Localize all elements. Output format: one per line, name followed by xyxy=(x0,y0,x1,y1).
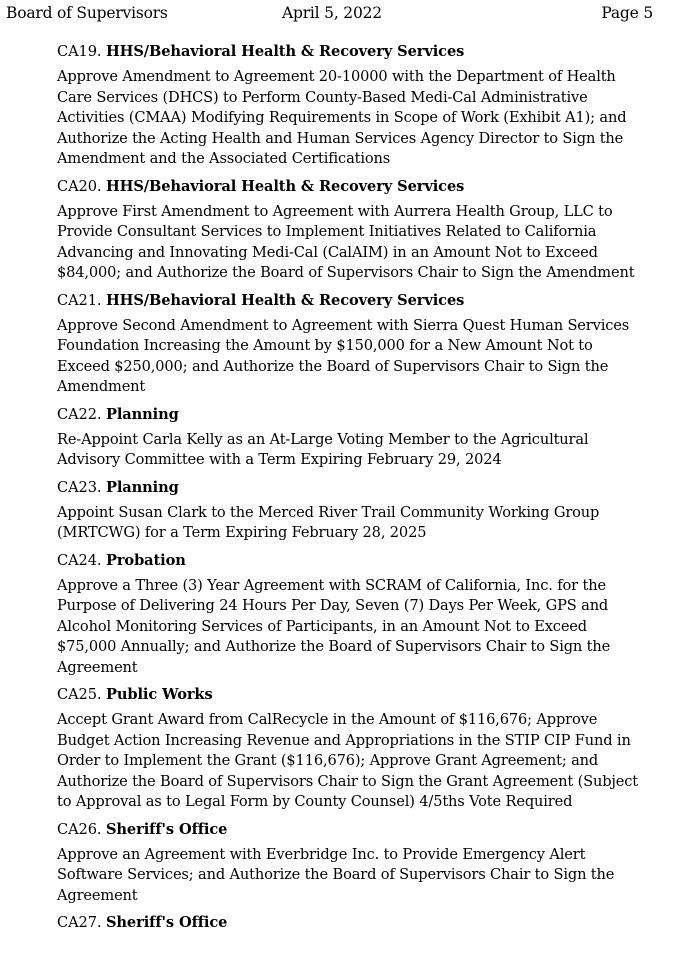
agenda-item-heading xyxy=(57,913,657,933)
agenda-item xyxy=(57,913,657,933)
agenda-item xyxy=(57,478,657,544)
description-line: Advisory Committee with a Term Expiring February 29, 2024 xyxy=(57,451,502,468)
agenda-item-heading xyxy=(57,177,657,197)
agenda-item-number: CA20. xyxy=(57,177,102,195)
description-line: Exceed $250,000; and Authorize the Board of Supervisors Chair to Sign the xyxy=(57,357,609,375)
agenda-item xyxy=(57,820,657,907)
agenda-item-number: CA22. xyxy=(57,405,102,423)
description-line: Care Services (DHCS) to Perform County-Based Medi-Cal Administrative xyxy=(57,88,588,106)
agenda-item xyxy=(57,177,657,284)
description-line: Accept Grant Award from CalRecycle in the Amount of $116,676; Approve xyxy=(57,711,598,728)
description-line: Approve Amendment to Agreement 20-10000 with the Department of Health xyxy=(57,68,616,85)
agenda-item-heading xyxy=(57,478,657,498)
description-line: Agreement xyxy=(57,658,138,676)
agenda-item-department: HHS/Behavioral Health & Recovery Services xyxy=(105,43,465,60)
agenda-item-number: CA25. xyxy=(57,686,102,703)
agenda-item-department: Planning xyxy=(105,478,179,496)
agenda-item-number: CA27. xyxy=(57,914,102,931)
agenda-item-department: Probation xyxy=(105,551,186,569)
description-line: Alcohol Monitoring Services of Participants, in an Amount Not to Exceed xyxy=(57,617,587,635)
agenda-item-department: Planning xyxy=(105,405,179,423)
consent-agenda-items xyxy=(57,42,657,940)
description-line: Approve an Agreement with Everbridge Inc. to Provide Emergency Alert xyxy=(57,845,586,863)
agenda-item xyxy=(57,685,657,813)
agenda-item-description xyxy=(57,67,657,170)
agenda-item-description xyxy=(57,316,657,398)
agenda-item-department: Sheriff's Office xyxy=(105,914,228,931)
description-line: (MRTCWG) for a Term Expiring February 28, 2025 xyxy=(57,524,427,541)
description-line: $75,000 Annually; and Authorize the Board of Supervisors Chair to Sign the xyxy=(57,638,611,655)
agenda-item-description xyxy=(57,503,657,544)
description-line: Authorize the Acting Health and Human Services Agency Director to Sign the xyxy=(57,129,624,147)
description-line: Foundation Increasing the Amount by $150,000 for a New Amount Not to xyxy=(57,337,593,354)
agenda-item-heading xyxy=(57,42,657,62)
agenda-item xyxy=(57,551,657,679)
agenda-item-number: CA19. xyxy=(57,43,102,60)
agenda-item-heading xyxy=(57,551,657,571)
agenda-item-heading xyxy=(57,405,657,425)
agenda-item-description xyxy=(57,576,657,679)
agenda-item-number: CA26. xyxy=(57,820,102,838)
agenda-item-department: Public Works xyxy=(105,686,213,703)
page-header xyxy=(0,4,680,26)
agenda-item-description xyxy=(57,710,657,813)
header-date: April 5, 2022 xyxy=(282,4,382,22)
agenda-item xyxy=(57,405,657,471)
description-line: Amendment and the Associated Certifications xyxy=(57,150,391,167)
description-line: Re-Appoint Carla Kelly as an At-Large Voting Member to the Agricultural xyxy=(57,430,589,448)
description-line: $84,000; and Authorize the Board of Supervisors Chair to Sign the Amendment xyxy=(57,264,635,281)
agenda-item-number: CA21. xyxy=(57,291,102,309)
description-line: Approve a Three (3) Year Agreement with SCRAM of California, Inc. for the xyxy=(57,576,606,594)
agenda-item-department: HHS/Behavioral Health & Recovery Services xyxy=(105,177,465,195)
agenda-item-heading xyxy=(57,685,657,705)
description-line: Purpose of Delivering 24 Hours Per Day, Seven (7) Days Per Week, GPS and xyxy=(57,597,609,614)
description-line: Approve Second Amendment to Agreement with Sierra Quest Human Services xyxy=(57,316,630,334)
description-line: Budget Action Increasing Revenue and Appropriations in the STIP CIP Fund in xyxy=(57,731,631,749)
description-line: Appoint Susan Clark to the Merced River Trail Community Working Group xyxy=(57,503,600,521)
description-line: Provide Consultant Services to Implement Initiatives Related to California xyxy=(57,223,597,240)
agenda-item-number: CA24. xyxy=(57,551,102,569)
agenda-item-description xyxy=(57,845,657,907)
description-line: Authorize the Board of Supervisors Chair to Sign the Grant Agreement (Subject xyxy=(57,772,639,790)
header-page-number: Page 5 xyxy=(601,4,653,22)
agenda-item xyxy=(57,42,657,170)
agenda-item xyxy=(57,291,657,398)
description-line: to Approval as to Legal Form by County Counsel) 4/5ths Vote Required xyxy=(57,793,573,810)
description-line: Software Services; and Authorize the Board of Supervisors Chair to Sign the xyxy=(57,866,615,883)
description-line: Activities (CMAA) Modifying Requirements in Scope of Work (Exhibit A1); and xyxy=(57,109,627,126)
agenda-item-heading xyxy=(57,820,657,840)
description-line: Approve First Amendment to Agreement with Aurrera Health Group, LLC to xyxy=(57,202,613,220)
agenda-item-number: CA23. xyxy=(57,478,102,496)
agenda-item-department: HHS/Behavioral Health & Recovery Services xyxy=(105,291,465,309)
description-line: Amendment xyxy=(57,378,146,395)
agenda-item-heading xyxy=(57,291,657,311)
description-line: Agreement xyxy=(57,886,138,904)
description-line: Advancing and Innovating Medi-Cal (CalAIM) in an Amount Not to Exceed xyxy=(57,243,598,261)
agenda-item-description xyxy=(57,202,657,284)
agenda-item-description xyxy=(57,430,657,471)
agenda-item-department: Sheriff's Office xyxy=(105,820,228,838)
header-board-name: Board of Supervisors xyxy=(6,4,168,22)
description-line: Order to Implement the Grant ($116,676); Approve Grant Agreement; and xyxy=(57,752,599,769)
